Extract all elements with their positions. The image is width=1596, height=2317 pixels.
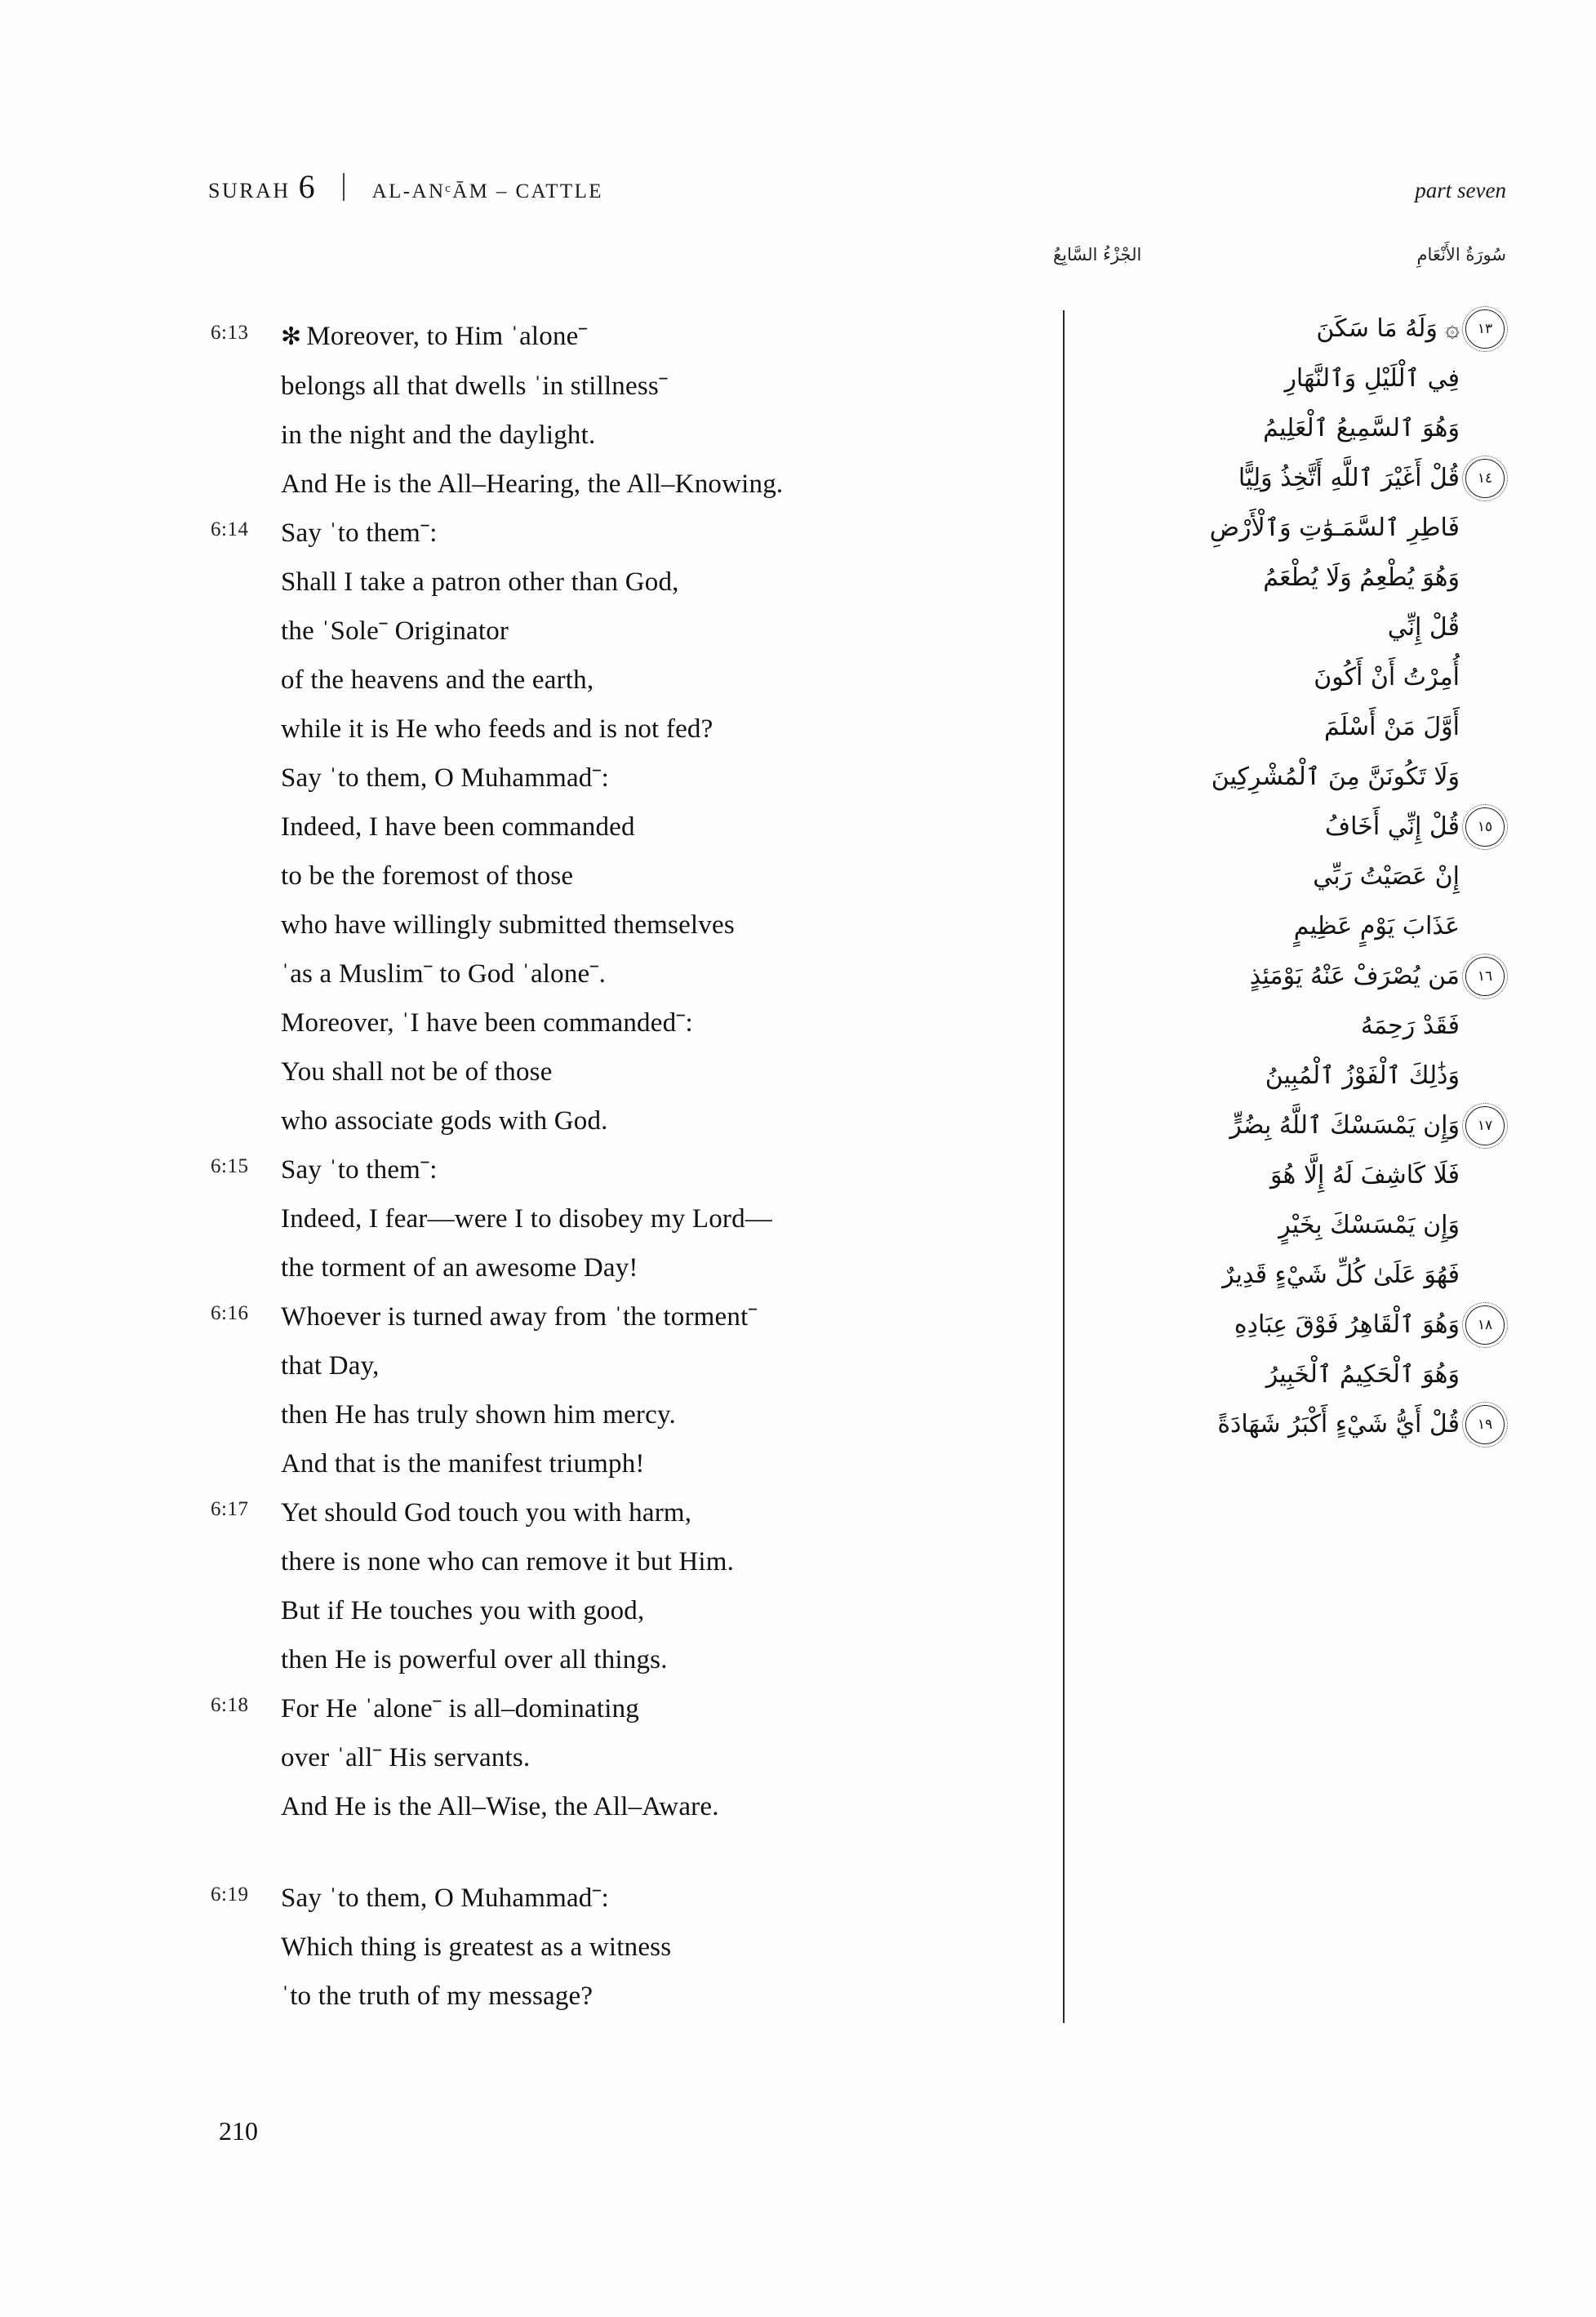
verse-line: Say ˈto them, O Muhammadˉ: [281, 1883, 610, 1913]
arabic-line [1078, 503, 1510, 553]
section-star-icon: ✻ [281, 323, 302, 350]
verse-line: belongs all that dwells ˈin stillnessˉ [281, 371, 669, 401]
verse-line: of the heavens and the earth, [281, 665, 594, 695]
page-number: 210 [219, 2116, 258, 2146]
arabic-line [1078, 403, 1510, 453]
arabic-line-text: وَهُوَ ٱلْقَاهِرُ فَوْقَ عِبَادِهِ [1234, 1310, 1460, 1339]
verse-line: to be the foremost of those [281, 861, 574, 891]
verse-text [281, 1684, 1035, 1831]
verse-number: 6:17 [211, 1498, 249, 1520]
arabic-line-text: قُلْ أَيُّ شَيْءٍ أَكْبَرُ شَهَادَةً [1217, 1409, 1460, 1439]
arabic-line [1078, 603, 1510, 652]
ayah-number-badge: ١٧ [1465, 1106, 1505, 1145]
arabic-line-text: أُمِرْتُ أَنْ أَكُونَ [1314, 662, 1460, 692]
arabic-line-text: عَذَابَ يَوْمٍ عَظِيمٍ [1293, 911, 1460, 941]
verse-line: ˈto the truth of my message? [281, 1981, 593, 2011]
arabic-line [1078, 553, 1510, 603]
verse-text [281, 509, 1035, 1145]
arabic-line [1078, 1350, 1510, 1399]
arabic-line [1078, 852, 1510, 901]
verse-number: 6:19 [211, 1883, 249, 1906]
verse-line: then He is powerful over all things. [281, 1645, 668, 1674]
verse-line: Moreover, ˈI have been commandedˉ: [281, 1008, 693, 1038]
verse-text [281, 312, 1035, 509]
arabic-line-text: وَذَٰلِكَ ٱلْفَوْزُ ٱلْمُبِينُ [1265, 1061, 1460, 1090]
arabic-line [1078, 354, 1510, 403]
ayah-marker [1460, 459, 1510, 498]
verse-block [211, 1488, 1035, 1684]
verse-number: 6:14 [211, 518, 249, 540]
verse-block [211, 1684, 1035, 1831]
verse-number: 6:18 [211, 1694, 249, 1716]
arabic-line-text: قُلْ أَغَيْرَ ٱللَّهِ أَتَّخِذُ وَلِيًّا [1238, 463, 1460, 492]
arabic-line-text: فَقَدْ رَحِمَهُ [1360, 1011, 1460, 1040]
arabic-line [1078, 951, 1510, 1001]
verse-line: over ˈallˉ His servants. [281, 1743, 531, 1772]
arabic-line-text: وَلَا تَكُونَنَّ مِنَ ٱلْمُشْرِكِينَ [1211, 762, 1460, 791]
ayah-number-badge: ١٨ [1465, 1305, 1505, 1345]
arabic-line [1078, 1101, 1510, 1150]
verse-text [281, 1292, 1035, 1488]
column-divider-rule [1063, 310, 1065, 2023]
header-part-label: part seven [1415, 178, 1506, 202]
english-translation-column [211, 312, 1035, 2021]
arabic-line [1078, 1250, 1510, 1300]
arabic-line [1078, 1399, 1510, 1449]
arabic-line-text: وَهُوَ ٱلْحَكِيمُ ٱلْخَبِيرُ [1265, 1359, 1460, 1389]
arabic-line [1078, 901, 1510, 951]
header-divider [343, 173, 345, 201]
arabic-line [1078, 652, 1510, 702]
verse-line: while it is He who feeds and is not fed? [281, 714, 714, 744]
verse-line: Indeed, I have been commanded [281, 812, 635, 842]
ayah-number-badge: ١٣ [1465, 309, 1505, 349]
arabic-line-text: مَن يُصْرَفْ عَنْهُ يَوْمَئِذٍ [1249, 961, 1460, 990]
verse-line: Yet should God touch you with harm, [281, 1498, 692, 1528]
ayah-number-badge: ١٥ [1465, 807, 1505, 847]
verse-line: ˈas a Muslimˉ to God ˈaloneˉ. [281, 959, 607, 989]
arabic-line [1078, 1300, 1510, 1350]
verse-line: then He has truly shown him mercy. [281, 1400, 676, 1430]
verse-line: And He is the All–Hearing, the All–Knowing. [281, 469, 784, 499]
verse-line: But if He touches you with good, [281, 1596, 645, 1625]
verse-line: Indeed, I fear—were I to disobey my Lord— [281, 1204, 772, 1234]
verse-line: who associate gods with God. [281, 1106, 608, 1136]
verse-line: in the night and the daylight. [281, 420, 596, 450]
arabic-juz-name: الجْزْءُ السَّابِعُ [1053, 245, 1142, 265]
arabic-line-text: وَإِن يَمْسَسْكَ بِخَيْرٍ [1278, 1210, 1460, 1239]
arabic-line-text: قُلْ إِنِّي أَخَافُ [1325, 812, 1460, 841]
verse-text [281, 1488, 1035, 1684]
arabic-text-column [1078, 304, 1510, 1449]
verse-line [281, 312, 1035, 362]
arabic-line [1078, 802, 1510, 852]
verse-block [211, 312, 1035, 509]
ayah-number-badge: ١٩ [1465, 1405, 1505, 1444]
arabic-line [1078, 752, 1510, 802]
verse-spacer [211, 1831, 1035, 1874]
arabic-line-text: فَهُوَ عَلَىٰ كُلِّ شَيْءٍ قَدِيرٌ [1222, 1260, 1460, 1289]
verse-text [281, 1874, 1035, 2021]
arabic-line-text: ۞ وَلَهُ مَا سَكَنَ [1316, 314, 1460, 343]
ayah-marker [1460, 1106, 1510, 1145]
ayah-number-badge: ١٤ [1465, 459, 1505, 498]
header-surah-word: SURAH [208, 179, 291, 202]
ayah-marker [1460, 807, 1510, 847]
arabic-line [1078, 702, 1510, 752]
verse-line: there is none who can remove it but Him. [281, 1547, 735, 1577]
verse-line: who have willingly submitted themselves [281, 910, 735, 940]
arabic-line-text: أَوَّلَ مَنْ أَسْلَمَ [1324, 712, 1460, 741]
verse-line: Shall I take a patron other than God, [281, 567, 679, 597]
verse-line: the ˈSoleˉ Originator [281, 616, 509, 646]
arabic-running-header [1053, 245, 1506, 265]
verse-line: You shall not be of those [281, 1057, 553, 1087]
arabic-line [1078, 1001, 1510, 1051]
verse-number: 6:13 [211, 322, 249, 344]
verse-block [211, 1145, 1035, 1292]
header-surah-title: AL-ANᶜĀM – CATTLE [371, 180, 603, 202]
verse-line: Say ˈto themˉ: [281, 1155, 438, 1185]
arabic-line [1078, 1200, 1510, 1250]
arabic-line [1078, 304, 1510, 354]
arabic-line-text: فَلَا كَاشِفَ لَهُ إِلَّا هُوَ [1270, 1160, 1460, 1190]
arabic-line-text: إِنْ عَصَيْتُ رَبِّي [1313, 861, 1460, 891]
arabic-surah-name: سُورَةُ الأَنْعَامِ [1416, 245, 1506, 265]
verse-line: And that is the manifest triumph! [281, 1449, 645, 1479]
verse-number: 6:15 [211, 1155, 249, 1177]
verse-line: Whoever is turned away from ˈthe tormentˉ [281, 1302, 758, 1332]
arabic-line [1078, 1150, 1510, 1200]
arabic-line-text: فِي ٱلْلَيْلِ وَٱلنَّهَارِ [1284, 363, 1460, 393]
ayah-marker [1460, 309, 1510, 349]
verse-block [211, 1292, 1035, 1488]
verse-line: that Day, [281, 1351, 380, 1381]
header-surah-number: 6 [298, 168, 315, 205]
arabic-line-text: وَإِن يَمْسَسْكَ ٱللَّهُ بِضُرٍّ [1229, 1110, 1460, 1140]
ayah-number-badge: ١٦ [1465, 957, 1505, 996]
verse-line: Say ˈto them, O Muhammadˉ: [281, 763, 610, 793]
verse-line: Say ˈto themˉ: [281, 518, 438, 548]
arabic-line-text: وَهُوَ ٱلسَّمِيعُ ٱلْعَلِيمُ [1263, 413, 1460, 442]
running-header [208, 167, 1506, 206]
arabic-line [1078, 1051, 1510, 1101]
ayah-marker [1460, 1405, 1510, 1444]
arabic-line-text: وَهُوَ يُطْعِمُ وَلَا يُطْعَمُ [1263, 563, 1460, 592]
verse-text [281, 1145, 1035, 1292]
arabic-line-text: فَاطِرِ ٱلسَّمَـوَٰتِ وَٱلْأَرْضِ [1209, 513, 1460, 542]
verse-block [211, 509, 1035, 1145]
verse-line-text: Moreover, to Him ˈaloneˉ [306, 322, 588, 351]
verse-line: the torment of an awesome Day! [281, 1253, 638, 1283]
verse-line: For He ˈaloneˉ is all–dominating [281, 1694, 639, 1723]
verse-block [211, 1874, 1035, 2021]
ayah-marker [1460, 957, 1510, 996]
verse-number: 6:16 [211, 1302, 249, 1324]
ayah-marker [1460, 1305, 1510, 1345]
verse-line: And He is the All–Wise, the All–Aware. [281, 1792, 719, 1821]
arabic-line [1078, 453, 1510, 503]
arabic-line-text: قُلْ إِنِّي [1387, 612, 1460, 642]
verse-line: Which thing is greatest as a witness [281, 1932, 672, 1962]
